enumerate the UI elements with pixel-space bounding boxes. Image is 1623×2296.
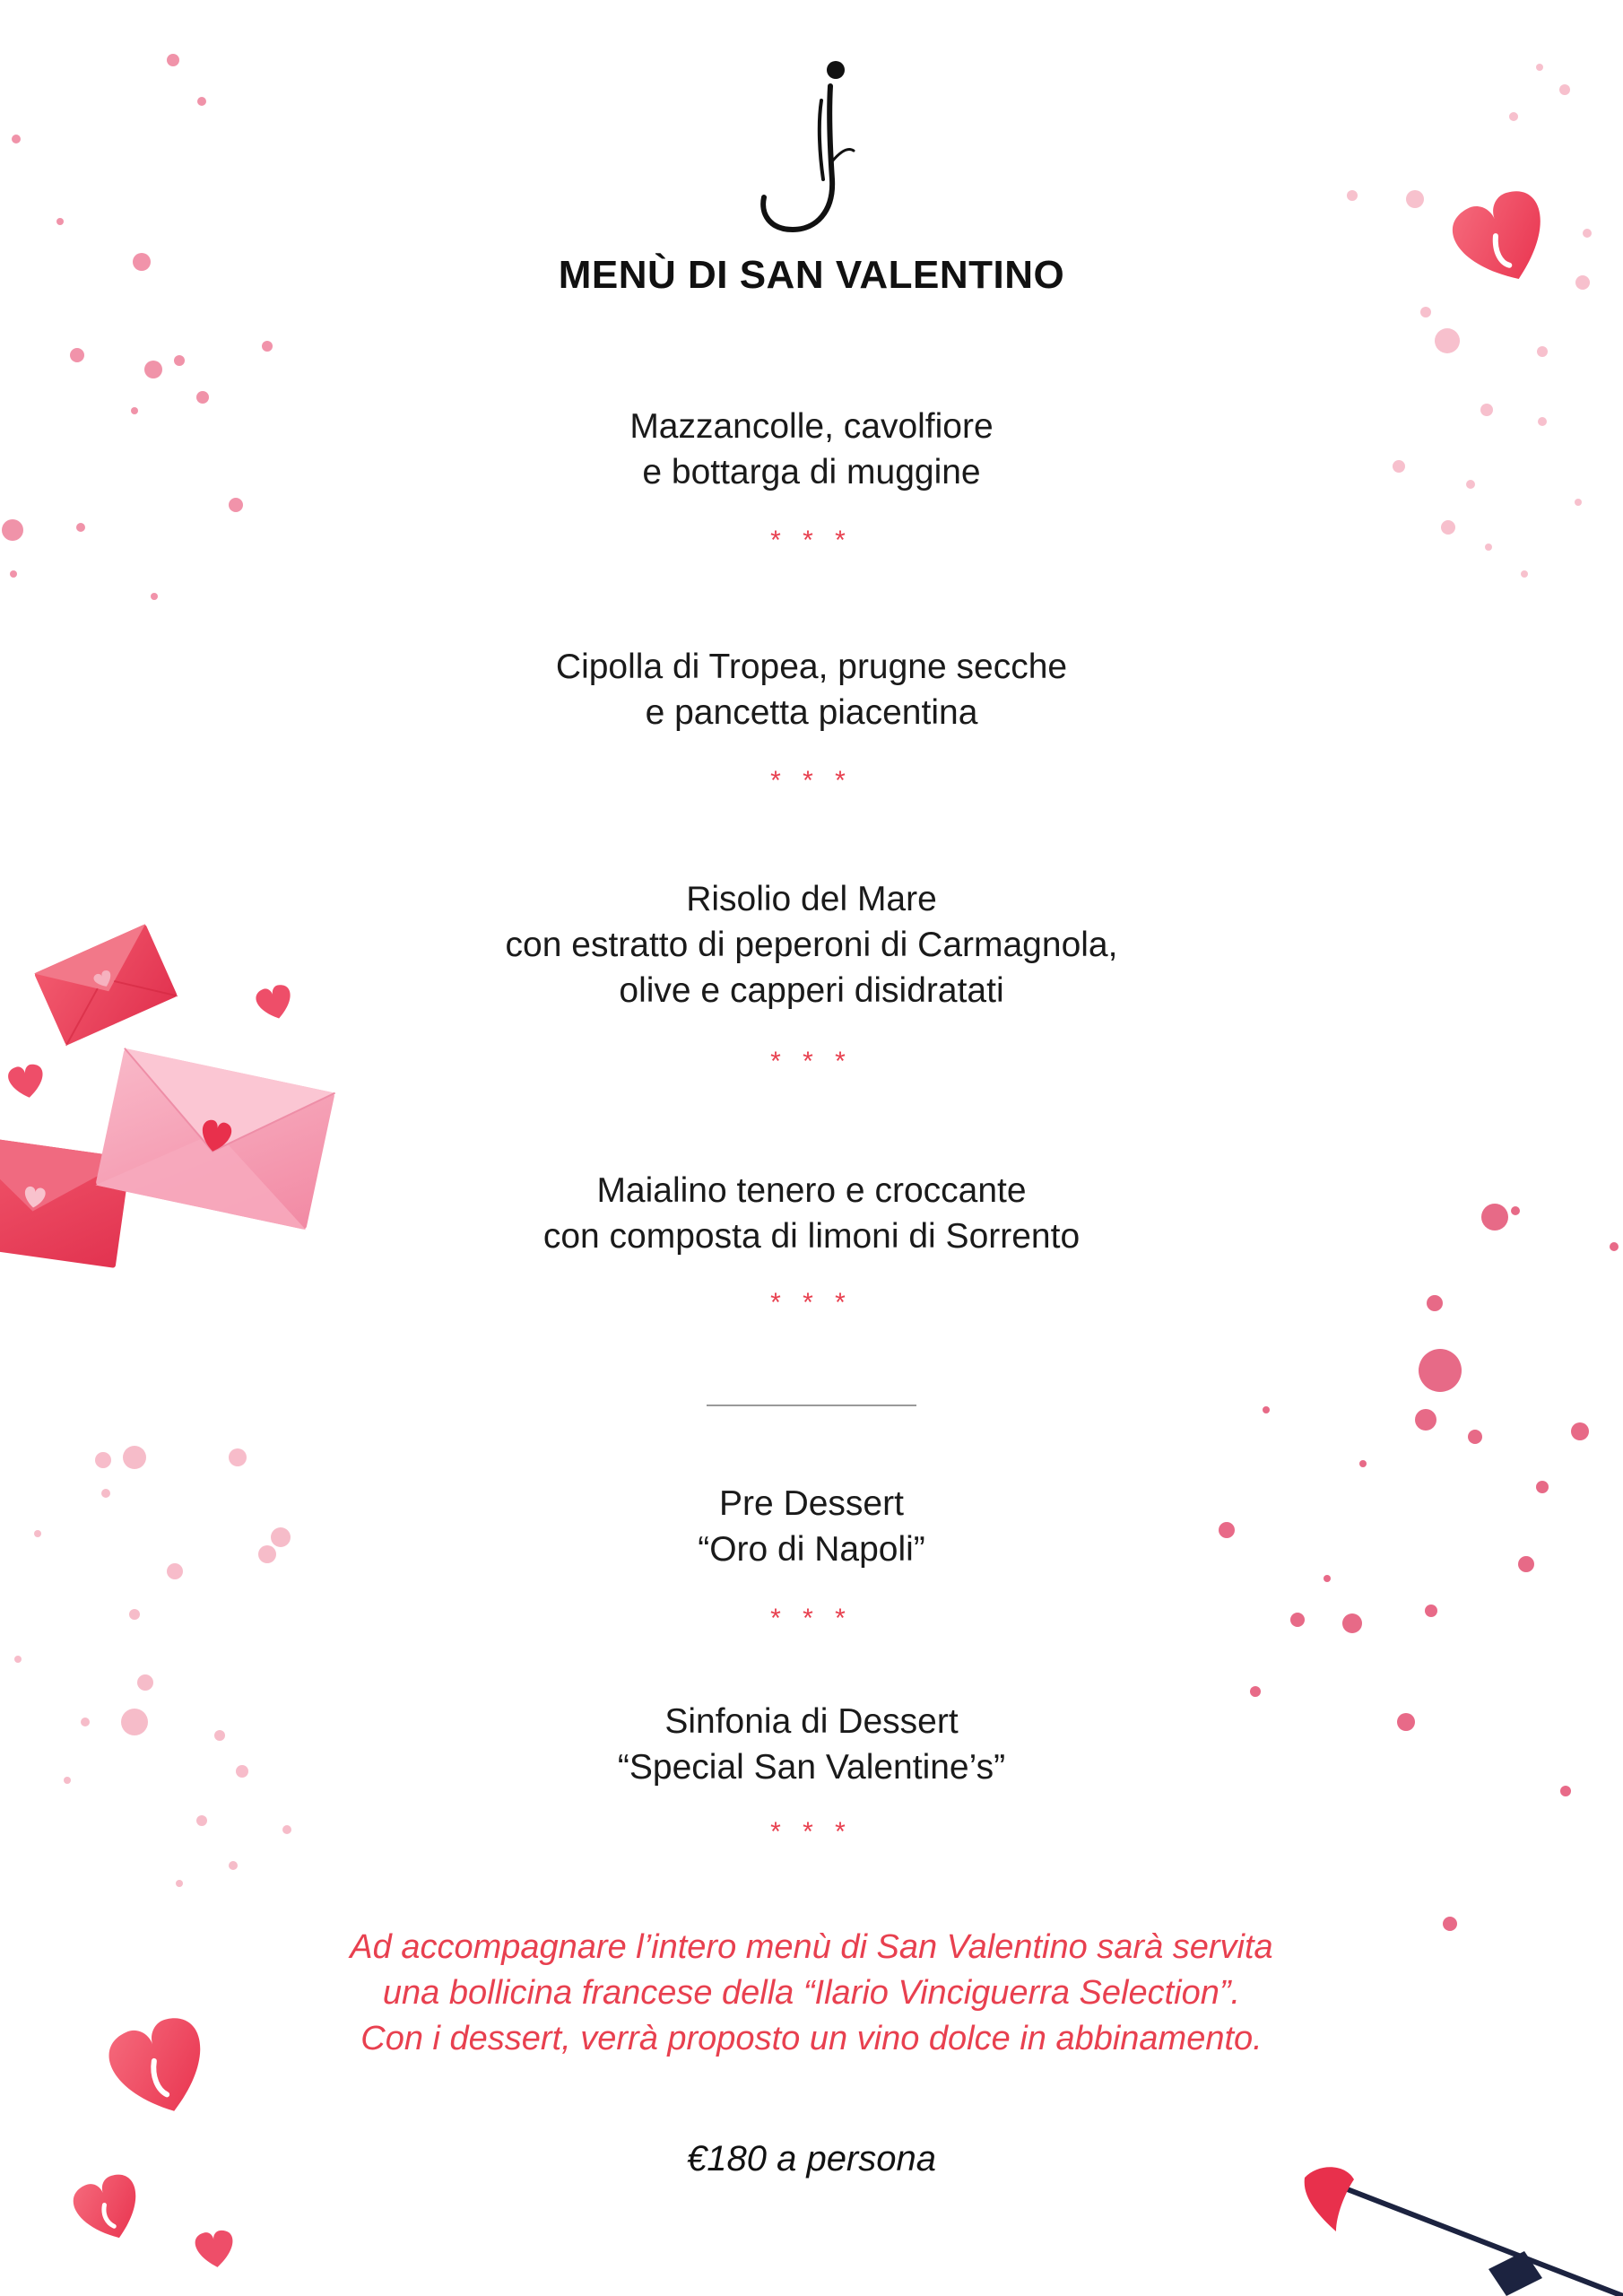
course-line: con estratto di peperoni di Carmagnola, <box>505 926 1118 964</box>
course-line: Cipolla di Tropea, prugne secche <box>555 648 1068 686</box>
dessert-line: “Special San Valentine’s” <box>617 1748 1006 1787</box>
course-1 <box>0 404 1623 495</box>
course-separator: * * * <box>770 526 853 555</box>
dessert-separator: * * * <box>770 1604 853 1633</box>
course-2 <box>0 644 1623 735</box>
dessert-line: “Oro di Napoli” <box>698 1530 925 1569</box>
wine-pairing-note <box>0 1925 1623 2062</box>
course-line: Maialino tenero e croccante <box>596 1171 1027 1210</box>
dessert-line: Pre Dessert <box>719 1484 904 1523</box>
dessert-1 <box>0 1481 1623 1572</box>
course-line: Risolio del Mare <box>686 880 937 918</box>
section-divider <box>707 1405 916 1406</box>
course-line: olive e capperi disidratati <box>619 971 1004 1010</box>
heart-icon <box>68 2170 149 2248</box>
dessert-2 <box>0 1699 1623 1790</box>
course-line: con composta di limoni di Sorrento <box>542 1217 1081 1256</box>
course-separator: * * * <box>770 1047 853 1076</box>
course-line: Mazzancolle, cavolfiore <box>629 407 994 446</box>
dessert-line: Sinfonia di Dessert <box>664 1702 959 1741</box>
course-separator: * * * <box>770 766 853 796</box>
note-line: una bollicina francese della “Ilario Vinciguerra Selection”. <box>382 1974 1241 2012</box>
watercolor-dots-top-left <box>2 54 273 600</box>
menu-title: MENÙ DI SAN VALENTINO <box>558 253 1065 297</box>
course-line: e bottarga di muggine <box>642 453 981 491</box>
course-3 <box>0 876 1623 1013</box>
course-line: e pancetta piacentina <box>645 693 978 732</box>
script-j-logo-icon <box>744 54 879 242</box>
price: €180 a persona <box>686 2139 936 2179</box>
course-separator: * * * <box>770 1288 853 1318</box>
watercolor-dots-top-right <box>1347 64 1592 578</box>
dessert-separator: * * * <box>770 1817 853 1847</box>
note-line: Con i dessert, verrà proposto un vino dolce in abbinamento. <box>360 2020 1263 2057</box>
cupid-arrow-icon <box>1305 2167 1623 2296</box>
note-line: Ad accompagnare l’intero menù di San Valentino sarà servita <box>350 1928 1273 1966</box>
course-4 <box>0 1168 1623 1259</box>
heart-icon <box>194 2229 236 2270</box>
